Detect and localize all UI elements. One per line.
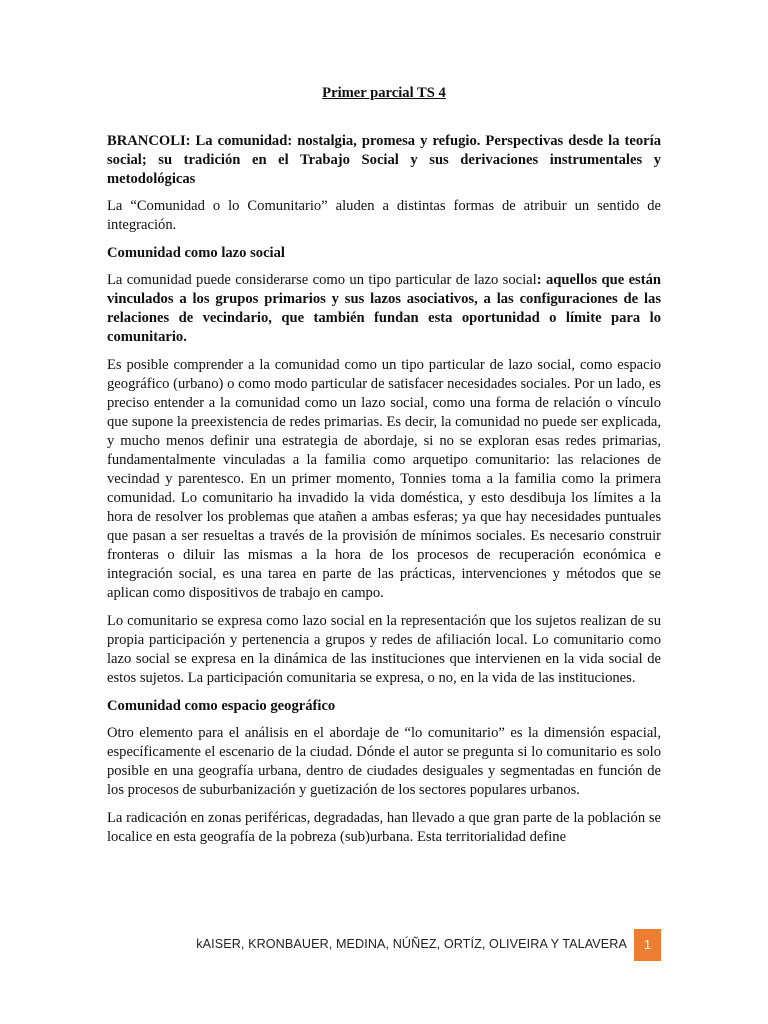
page-footer	[0, 929, 768, 961]
section-heading-lazo-social: Comunidad como lazo social	[107, 245, 285, 261]
paragraph-comunitario: Lo comunitario se expresa como lazo social en la representación que los sujetos realizan de su propia participación y pertenencia a grupos y redes de afiliación local. Lo comunitario como lazo social se expresa en la dinámica de las instituciones que intervienen en la vida social de estos sujetos. La participación comunitaria se expresa, o no, en la vida de las instituciones.	[107, 613, 661, 686]
section-heading-espacio-geografico: Comunidad como espacio geográfico	[107, 698, 336, 714]
paragraph-plain-text: La comunidad puede considerarse como un tipo particular de lazo social	[107, 272, 537, 288]
document-body	[107, 84, 661, 856]
paragraph-radicacion: La radicación en zonas periféricas, degradadas, han llevado a que gran parte de la población se localice en esta geografía de la pobreza (sub)urbana. Esta territorialidad define	[107, 810, 661, 845]
paragraph-bold-text: : aquellos que están vinculados a los grupos primarios y sus lazos asociativos, a las configuraciones de las relaciones de vecindario, que también fundan esta oportunidad o límite para lo comunitario.	[107, 272, 661, 345]
footer-authors: kAISER, KRONBAUER, MEDINA, NÚÑEZ, ORTÍZ, OLIVEIRA Y TALAVERA	[196, 937, 627, 951]
intro-paragraph: La “Comunidad o lo Comunitario” aluden a distintas formas de atribuir un sentido de integración.	[107, 198, 661, 233]
article-heading: BRANCOLI: La comunidad: nostalgia, promesa y refugio. Perspectivas desde la teoría social; su tradición en el Trabajo Social y sus derivaciones instrumentales y metodológicas	[107, 133, 661, 187]
paragraph-comprension: Es posible comprender a la comunidad como un tipo particular de lazo social, como espacio geográfico (urbano) o como modo particular de satisfacer necesidades sociales. Por un lado, es preciso entender a la comunidad como un lazo social, como una forma de relación o vínculo que supone la preexistencia de redes primarias. Es decir, la comunidad no puede ser explicada, y mucho menos definir una estrategia de abordaje, si no se exploran esas redes primarias, fundamentalmente vinculadas a la familia como arquetipo comunitario: las relaciones de vecindad y parentesco. En un primer momento, Tonnies toma a la familia como la primera comunidad. Lo comunitario ha invadido la vida doméstica, y esto desdibuja los límites a la hora de resolver los problemas que atañen a ambas esferas; ya que hay necesidades puntuales que pasan a ser resueltas a través de la provisión de mínimos sociales. Es necesario construir fronteras o diluir las mismas a la hora de los procesos de recuperación económica e integración social, es una tarea en parte de las prácticas, intervenciones y métodos que se aplican como dispositivos de trabajo en campo.	[107, 357, 661, 601]
paragraph-lazo-social	[107, 271, 661, 347]
paragraph-espacial: Otro elemento para el análisis en el abordaje de “lo comunitario” es la dimensión espacial, específicamente el escenario de la ciudad. Dónde el autor se pregunta si lo comunitario es solo posible en una geografía urbana, dentro de ciudades desiguales y segmentadas en función de los procesos de suburbanización y guetización de los sectores populares urbanos.	[107, 725, 661, 798]
page-number-badge: 1	[634, 929, 661, 961]
document-title: Primer parcial TS 4	[322, 85, 446, 101]
